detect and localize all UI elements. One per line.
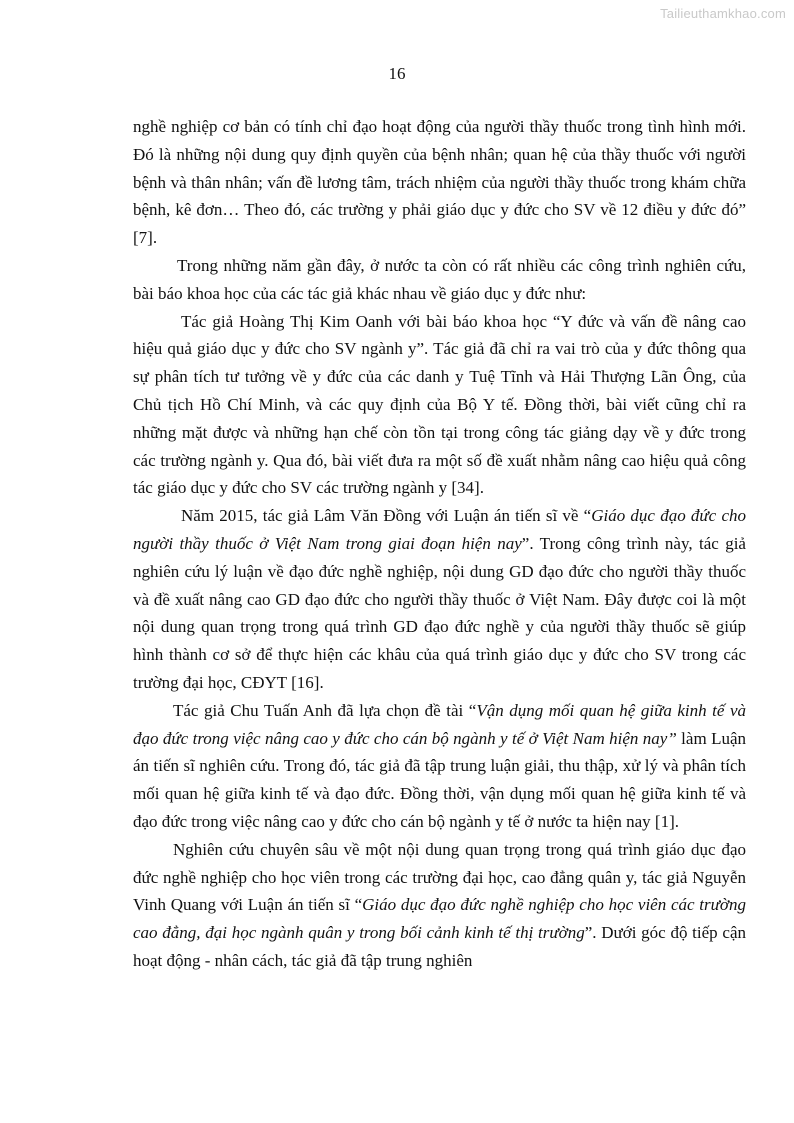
- paragraph-6-text: Nghiên cứu chuyên sâu về một nội dung quan trọng trong quá trình giáo dục đạo đức nghề nghiệp cho học viên trong các trường đại học, cao đẳng quân y, tác giả Nguyễn Vinh Quang với Luận án tiến sĩ “: [133, 839, 746, 915]
- paragraph-2: Trong những năm gần đây, ở nước ta còn có rất nhiều các công trình nghiên cứu, bài báo khoa học của các tác giả khác nhau về giáo dục y đức như:: [133, 255, 746, 303]
- paragraph-6: [133, 836, 746, 975]
- paragraph-1: nghề nghiệp cơ bản có tính chỉ đạo hoạt động của người thầy thuốc trong tình hình mới. Đó là những nội dung quy định quyền của bệnh nhân; quan hệ của thầy thuốc với người bệnh và thân nhân; vấn đề lương tâm, trách nhiệm của người thầy thuốc trong khám chữa bệnh, kê đơn… Theo đó, các trường y phải giáo dục y đức cho SV về 12 điều y đức đó” [7].: [133, 117, 746, 248]
- paragraph-4: [133, 502, 746, 697]
- page-number: 16: [388, 64, 406, 83]
- paragraph-5-text: Tác giả Chu Tuấn Anh đã lựa chọn đề tài “: [173, 700, 477, 720]
- paragraph-5-title: Vận dụng mối quan hệ giữa kinh tế và đạo đức trong việc nâng cao y đức cho cán bộ ngành y tế ở Việt Nam hiện nay”: [133, 700, 746, 748]
- paragraph-4-text: Năm 2015, tác giả Lâm Văn Đồng với Luận án tiến sĩ về “: [181, 506, 592, 526]
- paragraph-6-title: Giáo dục đạo đức nghề nghiệp cho học viên các trường cao đẳng, đại học ngành quân y trong bối cảnh kinh tế thị trường: [133, 895, 746, 943]
- paragraph-4-title: Giáo dục đạo đức cho người thầy thuốc ở Việt Nam trong giai đoạn hiện nay: [133, 506, 746, 553]
- paragraph-5-text-cont: làm Luận án tiến sĩ nghiên cứu. Trong đó, tác giả đã tập trung luận giải, thu thập, xử lý và phân tích mối quan hệ giữa kinh tế và đạo đức. Đồng thời, vận dụng mối quan hệ giữa kinh tế và đạo đức trong việc nâng cao y đức cho cán bộ ngành y tế ở nước ta hiện nay [1].: [133, 728, 746, 831]
- paragraph-5: [133, 697, 746, 836]
- paragraph-4-text-cont: ”. Trong công trình này, tác giả nghiên cứu lý luận về đạo đức nghề nghiệp, nội dung GD đạo đức cho người thầy thuốc và đề xuất nâng cao GD đạo đức cho người thầy thuốc ở Việt Nam. Đây được coi là một nội dung quan trọng trong quá trình GD đạo đức nghề y của người thầy thuốc sẽ giúp hình thành cơ sở để thực hiện các khâu của quá trình giáo dục y đức cho SV trong các trường đại học, CĐYT [16].: [133, 533, 746, 692]
- document-body: [133, 113, 746, 975]
- paragraph-3: Tác giả Hoàng Thị Kim Oanh với bài báo khoa học “Y đức và vấn đề nâng cao hiệu quả giáo dục y đức cho SV ngành y”. Tác giả đã chỉ ra vai trò của y đức thông qua sự phân tích tư tưởng về y đức của các danh y Tuệ Tĩnh và Hải Thượng Lãn Ông, của Chủ tịch Hồ Chí Minh, và các quy định của Bộ Y tế. Đồng thời, bài viết cũng chỉ ra những mặt được và những hạn chế còn tồn tại trong công tác giảng dạy về y đức trong các trường ngành y. Qua đó, bài viết đưa ra một số đề xuất nhằm nâng cao hiệu quả công tác giáo dục y đức cho SV các trường ngành y [34].: [133, 311, 746, 498]
- paragraph-6-text-cont: ”. Dưới góc độ tiếp cận hoạt động - nhân cách, tác giả đã tập trung nghiên: [133, 923, 746, 970]
- watermark-text: Tailieuthamkhao.com: [660, 6, 786, 21]
